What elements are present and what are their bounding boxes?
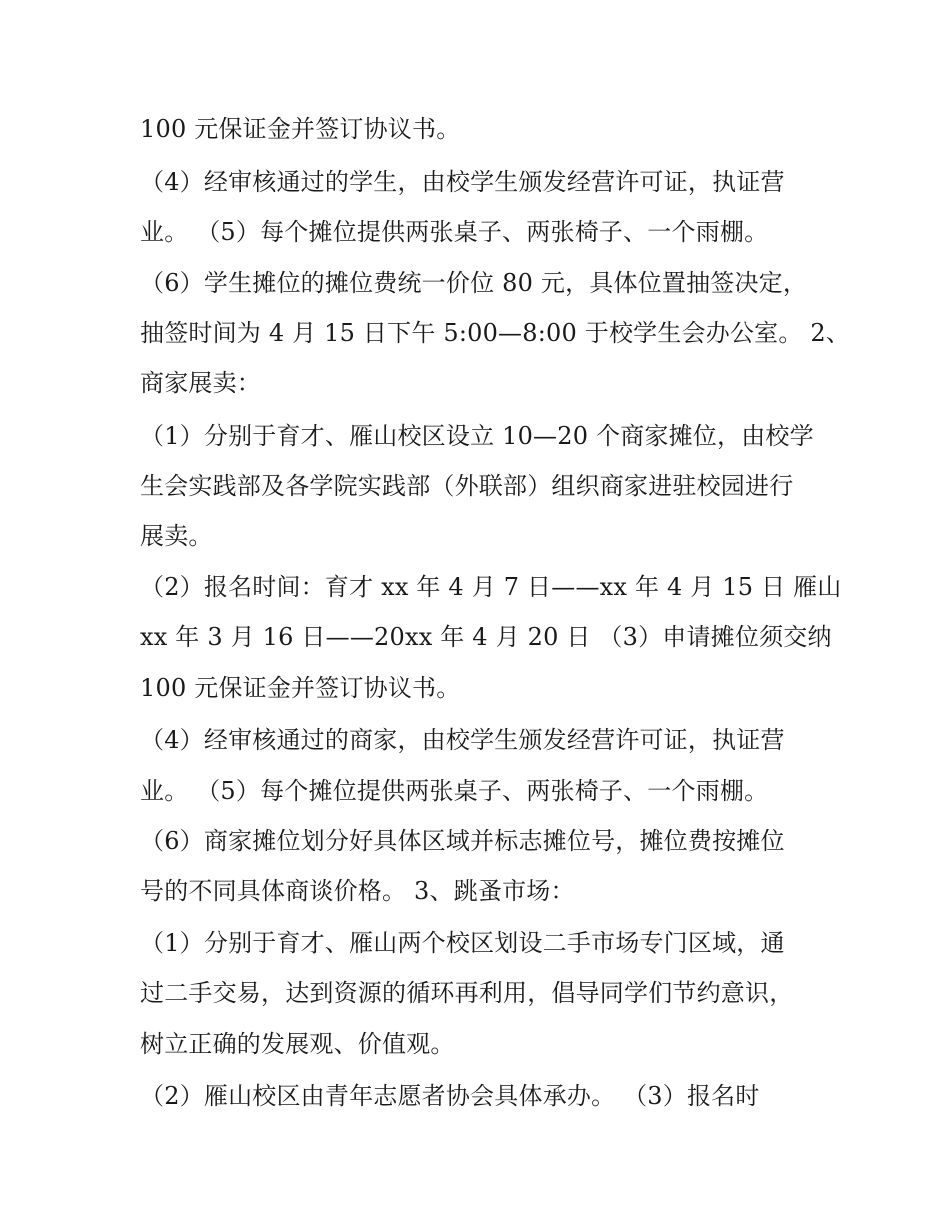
text-line: 展卖。 — [140, 522, 213, 550]
text-line: 业。 （5）每个摊位提供两张桌子、两张椅子、一个雨棚。 — [140, 218, 769, 246]
text-line: 100 元保证金并签订协议书。 — [140, 115, 461, 143]
text-line: （2）雁山校区由青年志愿者协会具体承办。 （3）报名时 — [140, 1082, 760, 1110]
text-line: 生会实践部及各学院实践部（外联部）组织商家进驻校园进行 — [140, 472, 794, 500]
text-line: 号的不同具体商谈价格。 3、跳蚤市场： — [140, 877, 575, 905]
text-line: （6）学生摊位的摊位费统一价位 80 元，具体位置抽签决定， — [140, 269, 808, 297]
text-line: xx 年 3 月 16 日——20xx 年 4 月 20 日 （3）申请摊位须交纳 — [140, 623, 832, 651]
text-line: （2）报名时间：育才 xx 年 4 月 7 日——xx 年 4 月 15 日 雁山 — [140, 573, 842, 601]
text-line: （6）商家摊位划分好具体区域并标志摊位号，摊位费按摊位 — [140, 827, 785, 855]
text-line: 过二手交易，达到资源的循环再利用，倡导同学们节约意识， — [140, 979, 794, 1007]
text-line: 树立正确的发展观、价值观。 — [140, 1030, 455, 1058]
text-line: （4）经审核通过的商家，由校学生颁发经营许可证，执证营 — [140, 726, 785, 754]
text-line: （4）经审核通过的学生，由校学生颁发经营许可证，执证营 — [140, 168, 785, 196]
text-line: 100 元保证金并签订协议书。 — [140, 674, 461, 702]
text-line: （1）分别于育才、雁山校区设立 10—20 个商家摊位，由校学 — [140, 422, 814, 450]
text-line: （1）分别于育才、雁山两个校区划设二手市场专门区域，通 — [140, 929, 785, 957]
text-line: 商家展卖： — [140, 369, 261, 397]
text-line: 业。 （5）每个摊位提供两张桌子、两张椅子、一个雨棚。 — [140, 777, 769, 805]
text-line: 抽签时间为 4 月 15 日下午 5:00—8:00 于校学生会办公室。 2、 — [140, 319, 851, 347]
